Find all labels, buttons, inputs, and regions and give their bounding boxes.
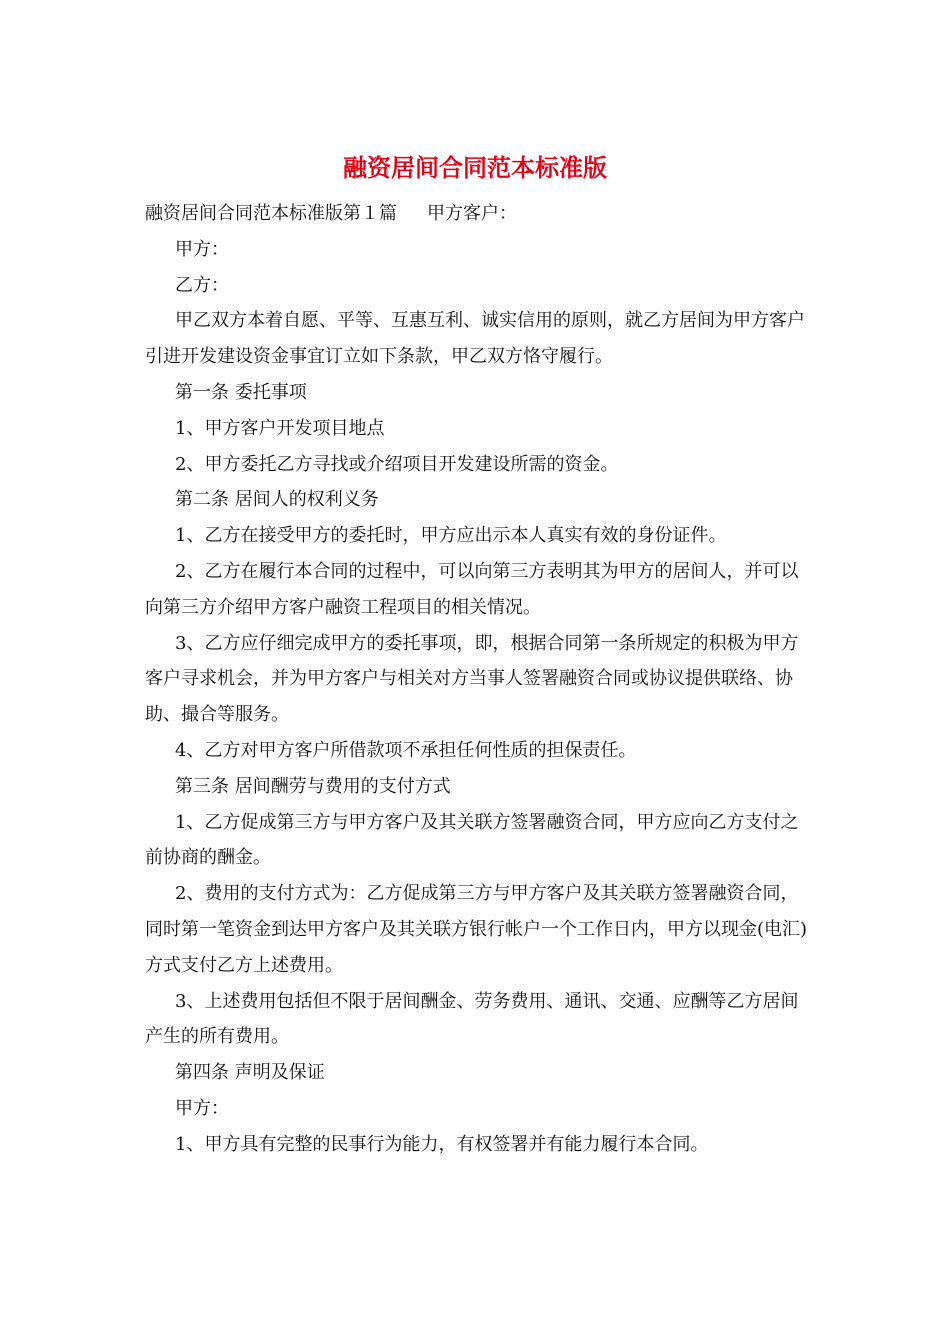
article-4-heading: 第四条 声明及保证 (175, 1062, 325, 1084)
article-1-heading: 第一条 委托事项 (175, 381, 307, 403)
intro-line (145, 196, 815, 232)
article-2-clause-4: 4、乙方对甲方客户所借款项不承担任何性质的担保责任。 (175, 739, 637, 761)
preamble-paragraph: 甲乙双方本着自愿、平等、互惠互利、诚实信用的原则，就乙方居间为甲方客户引进开发建设资金事宜订立如下条款，甲乙双方恪守履行。 (145, 310, 805, 368)
article-3-heading: 第三条 居间酬劳与费用的支付方式 (175, 775, 451, 797)
document-body (145, 196, 815, 1163)
party-a-client-label: 甲方客户： (427, 203, 517, 224)
article-2-heading: 第二条 居间人的权利义务 (175, 489, 379, 511)
document-title: 融资居间合同范本标准版 (343, 153, 607, 182)
party-a-line: 甲方： (175, 238, 229, 260)
article-4-party-a-label: 甲方： (175, 1097, 229, 1119)
article-1-clause-1: 1、甲方客户开发项目地点 (175, 417, 385, 439)
article-2-clause-2: 2、乙方在履行本合同的过程中，可以向第三方表明其为甲方的居间人，并可以向第三方介绍甲方客户融资工程项目的相关情况。 (145, 560, 799, 618)
article-1-clause-2: 2、甲方委托乙方寻找或介绍项目开发建设所需的资金。 (175, 453, 619, 475)
article-3-clause-3: 3、上述费用包括但不限于居间酬金、劳务费用、通讯、交通、应酬等乙方居间产生的所有费用。 (145, 990, 799, 1048)
document-label: 融资居间合同范本标准版第１篇 (145, 203, 397, 224)
article-3-clause-1: 1、乙方促成第三方与甲方客户及其关联方签署融资合同，甲方应向乙方支付之前协商的酬金。 (145, 811, 799, 869)
article-3-clause-2: 2、费用的支付方式为：乙方促成第三方与甲方客户及其关联方签署融资合同，同时第一笔资金到达甲方客户及其关联方银行帐户一个工作日内，甲方以现金(电汇)方式支付乙方上述费用。 (145, 883, 808, 976)
article-4-clause-1: 1、甲方具有完整的民事行为能力，有权签署并有能力履行本合同。 (175, 1133, 709, 1155)
article-2-clause-1: 1、乙方在接受甲方的委托时，甲方应出示本人真实有效的身份证件。 (175, 525, 727, 547)
article-2-clause-3: 3、乙方应仔细完成甲方的委托事项，即，根据合同第一条所规定的积极为甲方客户寻求机会，并为甲方客户与相关对方当事人签署融资合同或协议提供联络、协助、撮合等服务。 (145, 632, 799, 726)
party-b-line: 乙方： (175, 274, 229, 296)
